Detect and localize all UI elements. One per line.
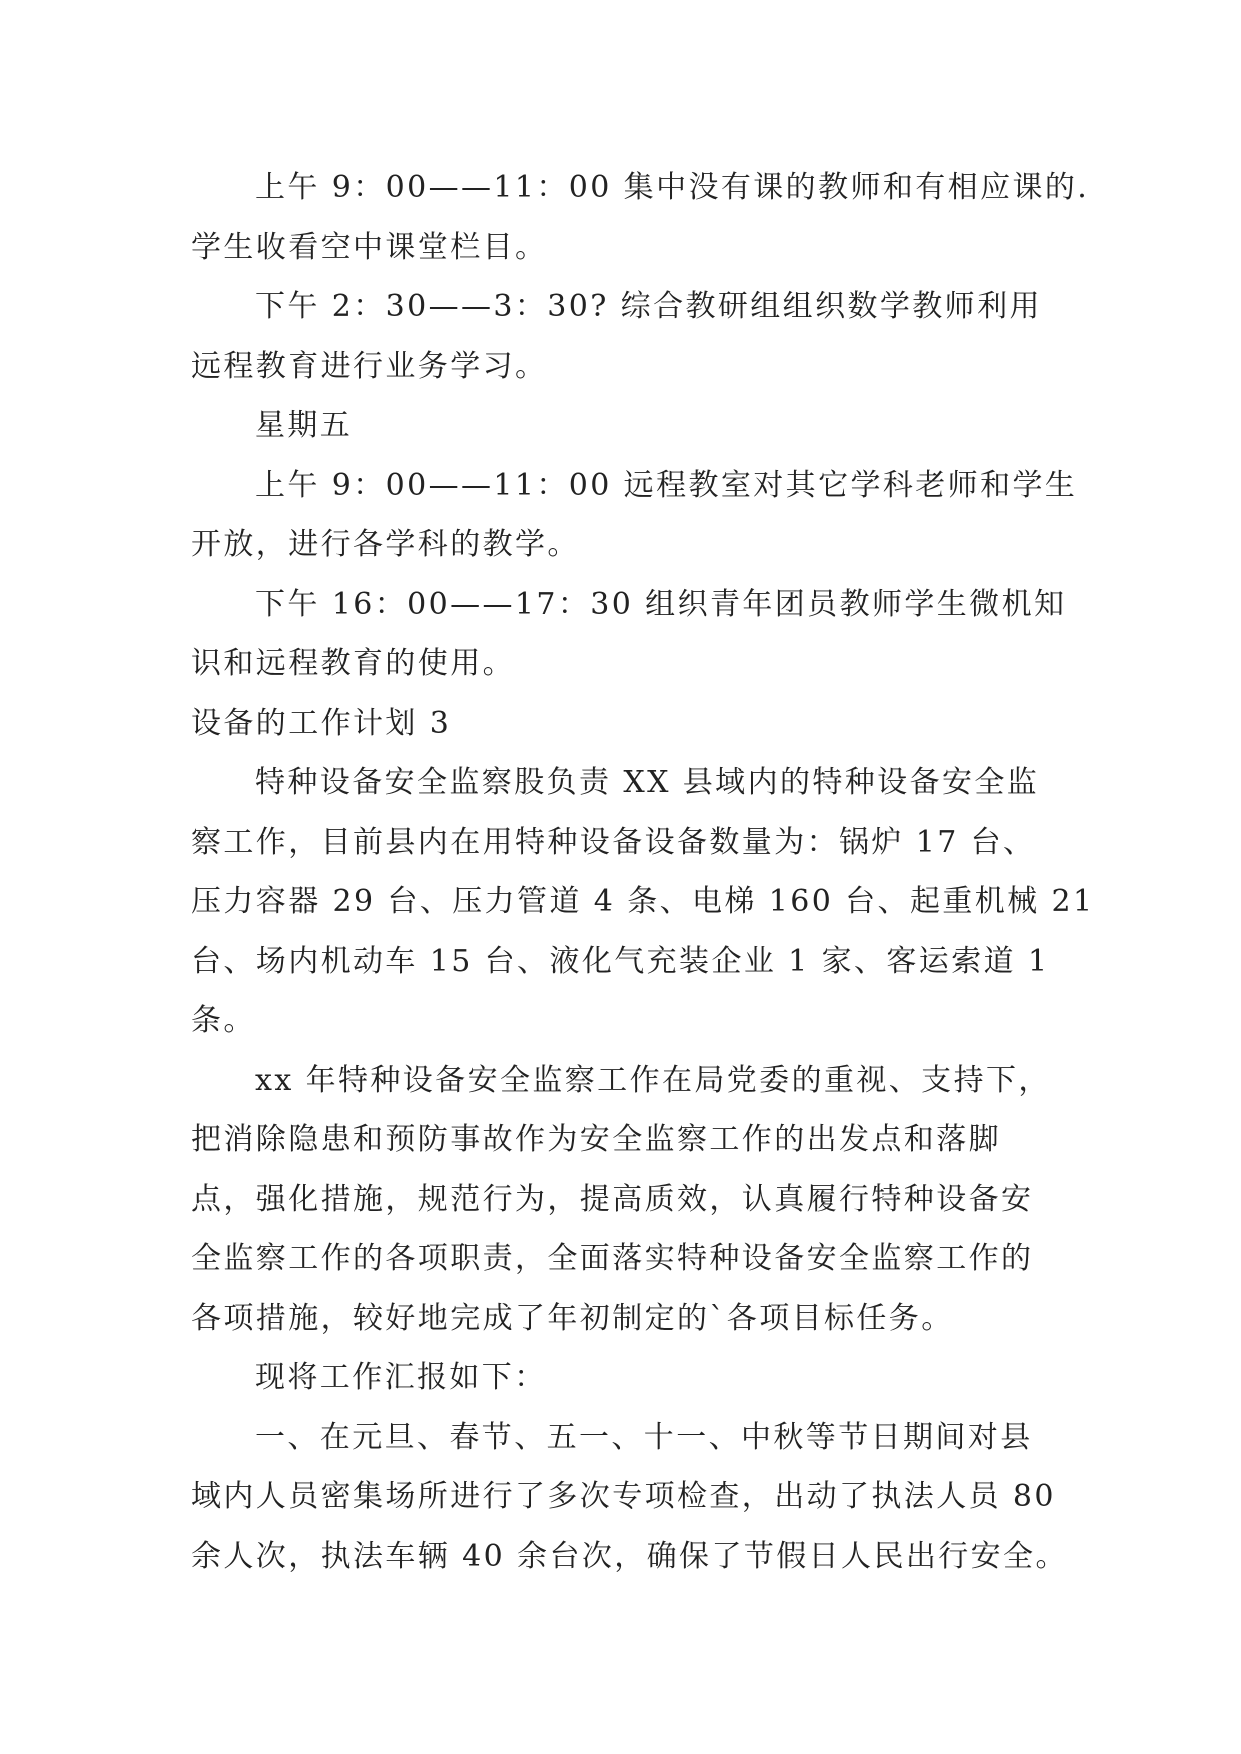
text-line: 各项措施，较好地完成了年初制定的`各项目标任务。 xyxy=(191,1300,954,1336)
text-line: 把消除隐患和预防事故作为安全监察工作的出发点和落脚 xyxy=(191,1122,1001,1157)
text-line: 下午 16：00——17：30 组织青年团员教师学生微机知 xyxy=(255,586,1067,622)
text-line: 条。 xyxy=(191,1003,256,1038)
text-line: 星期五 xyxy=(255,408,353,443)
document-body xyxy=(191,158,1095,1586)
text-line: 学生收看空中课堂栏目。 xyxy=(191,229,548,265)
text-line: 上午 9：00——11：00 集中没有课的教师和有相应课的. xyxy=(255,170,1090,205)
text-line: 现将工作汇报如下： xyxy=(255,1360,547,1395)
text-line: 余人次，执法车辆 40 余台次，确保了节假日人民出行安全。 xyxy=(191,1538,1068,1574)
text-line: 察工作，目前县内在用特种设备设备数量为：锅炉 17 台、 xyxy=(191,824,1036,860)
text-line: 识和远程教育的使用。 xyxy=(191,646,515,681)
text-line: 压力容器 29 台、压力管道 4 条、电梯 160 台、起重机械 21 xyxy=(191,884,1095,919)
text-line: 台、场内机动车 15 台、液化气充装企业 1 家、客运索道 1 xyxy=(191,943,1050,979)
text-line: 一、在元旦、春节、五一、十一、中秋等节日期间对县 xyxy=(255,1419,1033,1455)
text-line: 远程教育进行业务学习。 xyxy=(191,348,548,384)
text-line: 下午 2：30——3：30? 综合教研组组织数学教师利用 xyxy=(255,289,1042,324)
text-line: 特种设备安全监察股负责 XX 县域内的特种设备安全监 xyxy=(255,765,1040,800)
text-line: xx 年特种设备安全监察工作在局党委的重视、支持下， xyxy=(255,1062,1051,1098)
text-line: 上午 9：00——11：00 远程教室对其它学科老师和学生 xyxy=(255,467,1078,503)
text-line: 域内人员密集场所进行了多次专项检查，出动了执法人员 80 xyxy=(191,1479,1056,1514)
text-line: 全监察工作的各项职责，全面落实特种设备安全监察工作的 xyxy=(191,1241,1034,1276)
text-line: 开放，进行各学科的教学。 xyxy=(191,527,580,562)
text-line: 点，强化措施，规范行为，提高质效，认真履行特种设备安 xyxy=(191,1181,1034,1217)
text-line: 设备的工作计划 3 xyxy=(191,705,452,741)
